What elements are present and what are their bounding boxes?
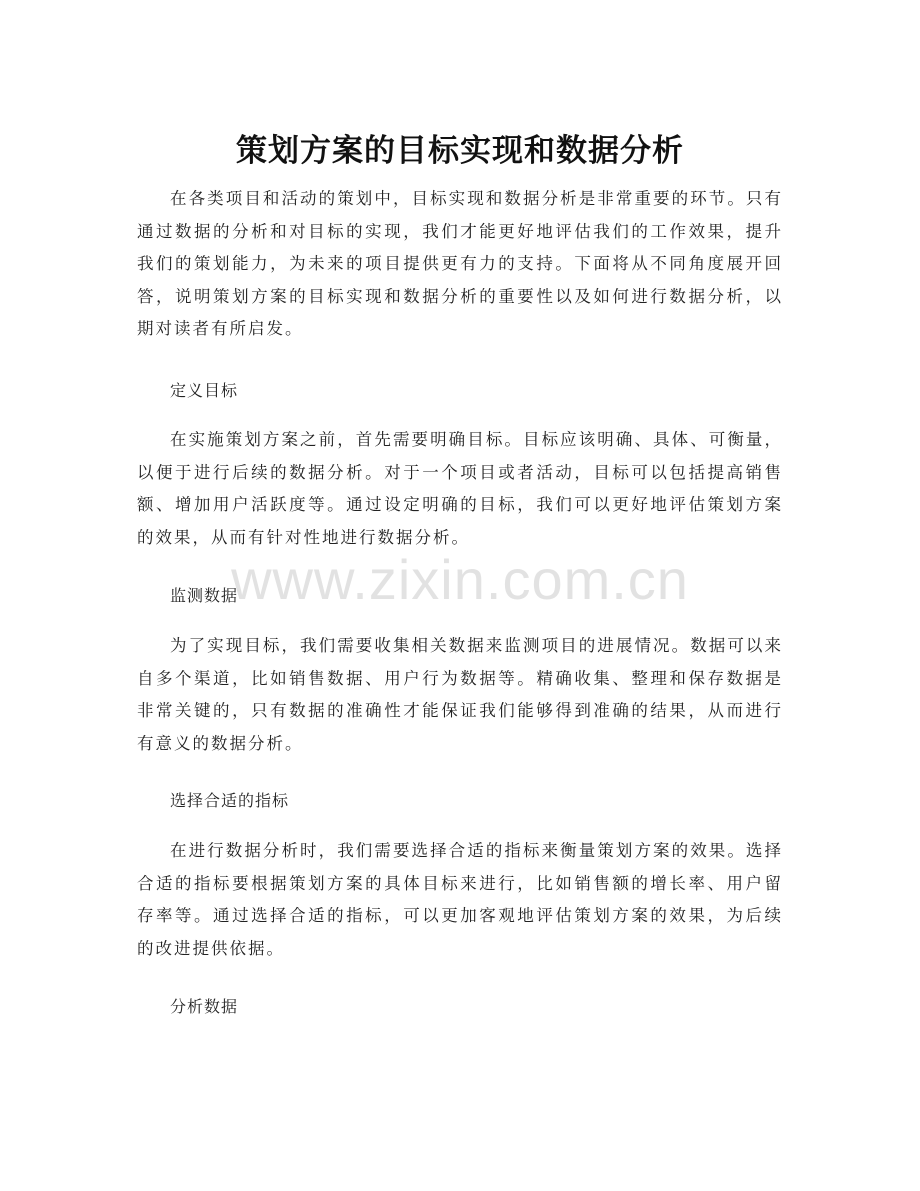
intro-paragraph: 在各类项目和活动的策划中，目标实现和数据分析是非常重要的环节。只有通过数据的分析和对目标的实现，我们才能更好地评估我们的工作效果，提升我们的策划能力，为未来的项目提供更有力的支持。下面将从不同角度展开回答，说明策划方案的目标实现和数据分析的重要性以及如何进行数据分析，以期对读者有所启发。: [137, 189, 783, 338]
section-body-monitor-data: 为了实现目标，我们需要收集相关数据来监测项目的进展情况。数据可以来自多个渠道，比如销售数据、用户行为数据等。精确收集、整理和保存数据是非常关键的，只有数据的准确性才能保证我们能够得到准确的结果，从而进行有意义的数据分析。: [137, 636, 783, 753]
section-heading-analyze-data: 分析数据: [170, 997, 239, 1016]
document-title: 策划方案的目标实现和数据分析: [236, 132, 684, 169]
section-body-choose-metrics: 在进行数据分析时，我们需要选择合适的指标来衡量策划方案的效果。选择合适的指标要根据策划方案的具体目标来进行，比如销售额的增长率、用户留存率等。通过选择合适的指标，可以更加客观地评估策划方案的效果，为后续的改进提供依据。: [137, 841, 783, 958]
section-heading-monitor-data: 监测数据: [170, 586, 239, 605]
section-body-define-goal: 在实施策划方案之前，首先需要明确目标。目标应该明确、具体、可衡量，以便于进行后续的数据分析。对于一个项目或者活动，目标可以包括提高销售额、增加用户活跃度等。通过设定明确的目标，我们可以更好地评估策划方案的效果，从而有针对性地进行数据分析。: [137, 430, 783, 547]
watermark: www.zixin.com.cn: [231, 548, 689, 611]
section-heading-choose-metrics: 选择合适的指标: [170, 791, 290, 810]
section-heading-define-goal: 定义目标: [170, 381, 239, 400]
